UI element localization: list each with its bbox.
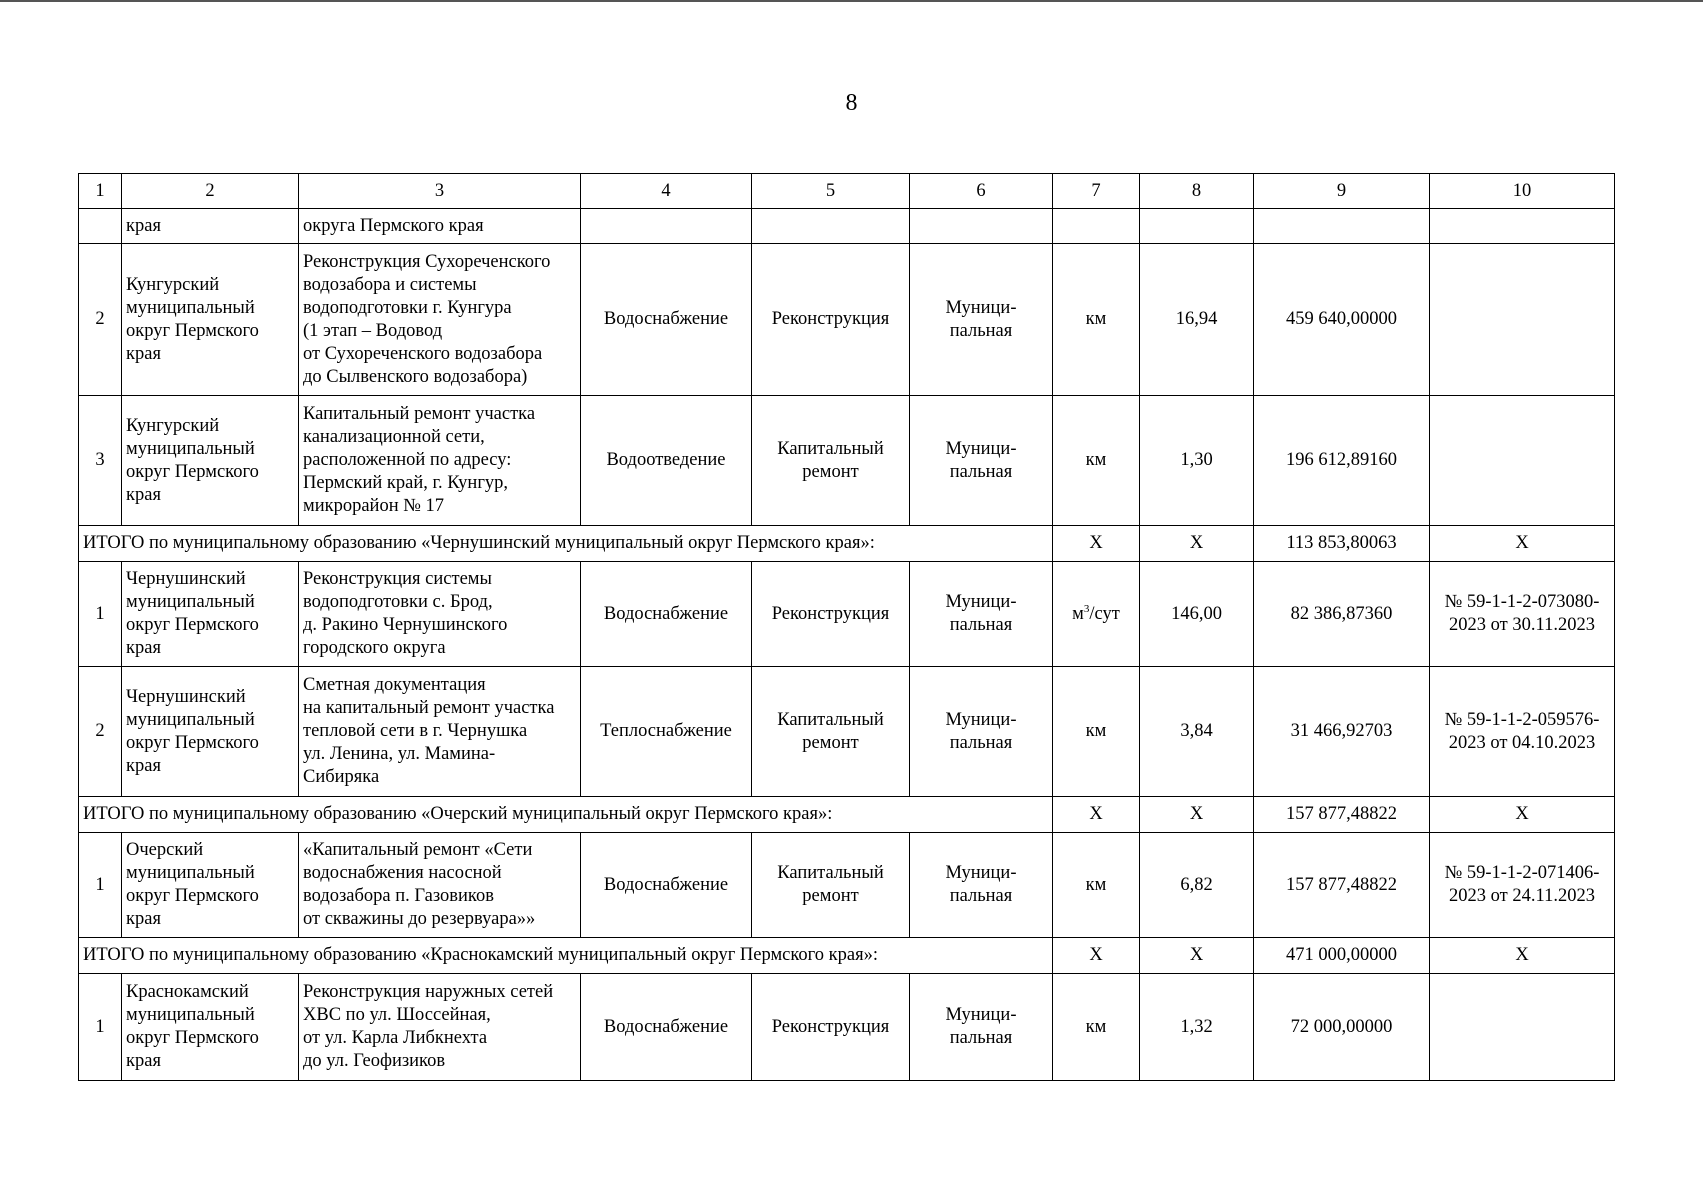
expertise-cell: № 59-1-1-2-073080- 2023 от 30.11.2023: [1430, 562, 1615, 667]
total-col10: X: [1430, 938, 1615, 974]
municipality-cell: Краснокамский муниципальный округ Пермского края: [122, 974, 299, 1081]
cost-cell: 31 466,92703: [1254, 667, 1430, 797]
expertise-cell: [1430, 974, 1615, 1081]
total-col7: X: [1053, 938, 1140, 974]
column-number: 8: [1140, 174, 1254, 209]
type-cell: Водоснабжение: [581, 562, 752, 667]
capacity-cell: 1,32: [1140, 974, 1254, 1081]
column-number: 4: [581, 174, 752, 209]
continuation-row: [79, 209, 1615, 244]
municipality-cell: Чернушинский муниципальный округ Пермского края: [122, 562, 299, 667]
total-col8: X: [1140, 938, 1254, 974]
type-cell: Водоснабжение: [581, 244, 752, 396]
table-row: [79, 244, 1615, 396]
work-cell: Реконструкция: [752, 974, 910, 1081]
investment-program-table: [78, 173, 1615, 1081]
object-cell: Реконструкция Сухореченского водозабора и системы водоподготовки г. Кунгура (1 этап – Водовод от Сухореченского водозабора до Сылвенского водозабора): [299, 244, 581, 396]
capacity-cell: 146,00: [1140, 562, 1254, 667]
municipality-cell: Кунгурский муниципальный округ Пермского края: [122, 244, 299, 396]
scan-edge-line: [0, 0, 1703, 2]
expertise-cell: [1430, 396, 1615, 526]
column-number: 2: [122, 174, 299, 209]
total-row: [79, 526, 1615, 562]
object-cell: Капитальный ремонт участка канализационной сети, расположенной по адресу: Пермский край, г. Кунгур, микрорайон № 17: [299, 396, 581, 526]
table-row: [79, 396, 1615, 526]
total-row: [79, 797, 1615, 833]
work-cell: Капитальный ремонт: [752, 396, 910, 526]
page-number: 8: [845, 90, 858, 116]
object-cell: Сметная документация на капитальный ремонт участка тепловой сети в г. Чернушка ул. Ленина, ул. Мамина- Сибиряка: [299, 667, 581, 797]
unit-cell: км: [1053, 667, 1140, 797]
ownership-cell: Муници- пальная: [910, 562, 1053, 667]
row-number: 1: [79, 833, 122, 938]
column-number: 7: [1053, 174, 1140, 209]
table-row: [79, 974, 1615, 1081]
unit-cell: км: [1053, 396, 1140, 526]
table-row: [79, 833, 1615, 938]
unit-rest: /сут: [1089, 603, 1120, 624]
column-number: 3: [299, 174, 581, 209]
unit-cell: [1053, 562, 1140, 667]
expertise-cell: [1430, 244, 1615, 396]
column-number: 10: [1430, 174, 1615, 209]
total-label: ИТОГО по муниципальному образованию «Краснокамский муниципальный округ Пермского края»:: [79, 938, 1053, 974]
municipality-cell: Очерский муниципальный округ Пермского края: [122, 833, 299, 938]
work-cell: Реконструкция: [752, 244, 910, 396]
total-cost: 113 853,80063: [1254, 526, 1430, 562]
work-cell: Капитальный ремонт: [752, 667, 910, 797]
object-cell: «Капитальный ремонт «Сети водоснабжения насосной водозабора п. Газовиков от скважины до резервуара»»: [299, 833, 581, 938]
ownership-cell: Муници- пальная: [910, 396, 1053, 526]
ownership-cell: Муници- пальная: [910, 833, 1053, 938]
column-number: 9: [1254, 174, 1430, 209]
table-row: [79, 667, 1615, 797]
ownership-cell: Муници- пальная: [910, 244, 1053, 396]
cost-cell: 459 640,00000: [1254, 244, 1430, 396]
type-cell: Водоснабжение: [581, 833, 752, 938]
unit-superscript: 3: [1083, 602, 1090, 615]
unit-cell: км: [1053, 974, 1140, 1081]
row-number: 2: [79, 244, 122, 396]
total-col10: X: [1430, 526, 1615, 562]
object-cell: Реконструкция системы водоподготовки с. Брод, д. Ракино Чернушинского городского округа: [299, 562, 581, 667]
unit-main: м: [1072, 603, 1084, 624]
ownership-cell: Муници- пальная: [910, 667, 1053, 797]
cost-cell: 196 612,89160: [1254, 396, 1430, 526]
ownership-cell: Муници- пальная: [910, 974, 1053, 1081]
column-number: 5: [752, 174, 910, 209]
total-label: ИТОГО по муниципальному образованию «Очерский муниципальный округ Пермского края»:: [79, 797, 1053, 833]
work-cell: Капитальный ремонт: [752, 833, 910, 938]
cost-cell: 82 386,87360: [1254, 562, 1430, 667]
row-number: 3: [79, 396, 122, 526]
expertise-cell: № 59-1-1-2-059576- 2023 от 04.10.2023: [1430, 667, 1615, 797]
column-number: 6: [910, 174, 1053, 209]
capacity-cell: 3,84: [1140, 667, 1254, 797]
type-cell: Водоснабжение: [581, 974, 752, 1081]
total-col8: X: [1140, 526, 1254, 562]
type-cell: Водоотведение: [581, 396, 752, 526]
column-number-row: [79, 174, 1615, 209]
unit-cell: км: [1053, 244, 1140, 396]
type-cell: Теплоснабжение: [581, 667, 752, 797]
object-cell: Реконструкция наружных сетей ХВС по ул. Шоссейная, от ул. Карла Либкнехта до ул. Геофизиков: [299, 974, 581, 1081]
total-col8: X: [1140, 797, 1254, 833]
object-cell: округа Пермского края: [299, 209, 581, 244]
capacity-cell: 16,94: [1140, 244, 1254, 396]
work-cell: Реконструкция: [752, 562, 910, 667]
total-col10: X: [1430, 797, 1615, 833]
capacity-cell: 6,82: [1140, 833, 1254, 938]
municipality-cell: Кунгурский муниципальный округ Пермского края: [122, 396, 299, 526]
column-number: 1: [79, 174, 122, 209]
row-number: 1: [79, 974, 122, 1081]
expertise-cell: № 59-1-1-2-071406- 2023 от 24.11.2023: [1430, 833, 1615, 938]
capacity-cell: 1,30: [1140, 396, 1254, 526]
municipality-cell: Чернушинский муниципальный округ Пермского края: [122, 667, 299, 797]
total-cost: 157 877,48822: [1254, 797, 1430, 833]
cost-cell: 72 000,00000: [1254, 974, 1430, 1081]
total-cost: 471 000,00000: [1254, 938, 1430, 974]
total-col7: X: [1053, 526, 1140, 562]
table-row: [79, 562, 1615, 667]
municipality-cell: края: [122, 209, 299, 244]
total-row: [79, 938, 1615, 974]
total-col7: X: [1053, 797, 1140, 833]
unit-cell: км: [1053, 833, 1140, 938]
cost-cell: 157 877,48822: [1254, 833, 1430, 938]
row-number: 1: [79, 562, 122, 667]
row-number: 2: [79, 667, 122, 797]
total-label: ИТОГО по муниципальному образованию «Чернушинский муниципальный округ Пермского края»:: [79, 526, 1053, 562]
